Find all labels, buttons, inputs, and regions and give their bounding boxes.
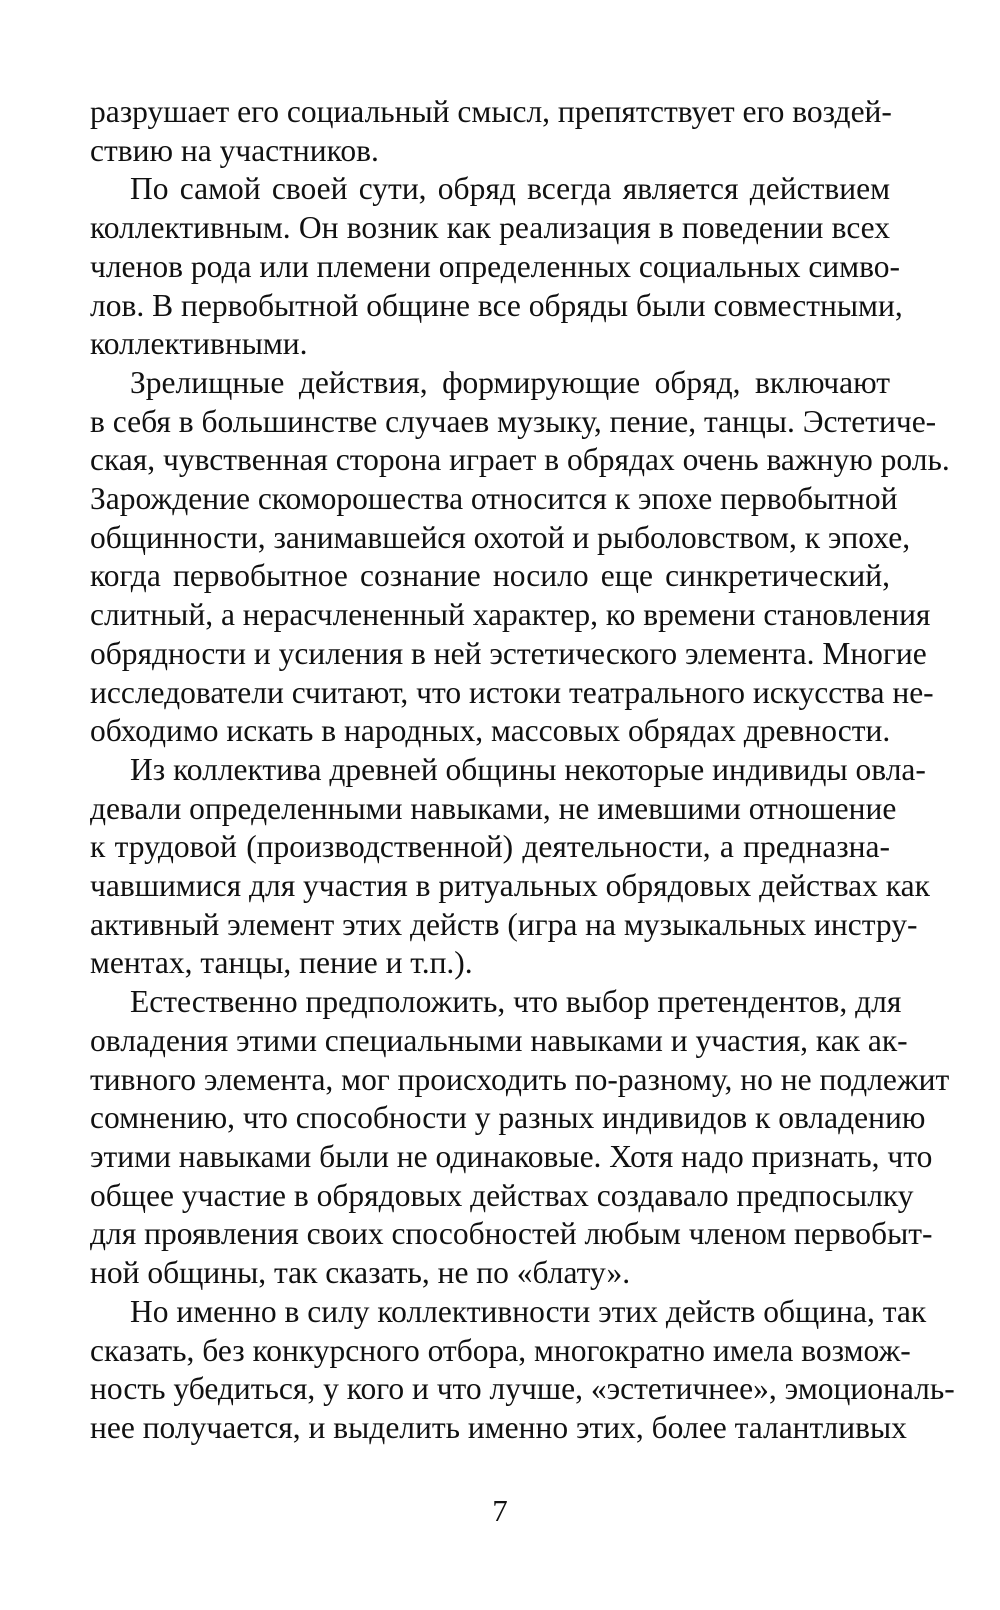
text-line: к трудовой (производственной) деятельности, а предназна-: [90, 829, 890, 865]
text-line: для проявления своих способностей любым членом первобыт-: [90, 1216, 933, 1252]
text-line: Зарождение скоморошества относится к эпохе первобытной: [90, 481, 898, 517]
text-line: ствию на участников.: [90, 132, 379, 168]
body-text: [90, 93, 955, 1448]
text-line: общее участие в обрядовых действах создавало предпосылку: [90, 1177, 914, 1213]
text-line: Естественно предположить, что выбор претендентов, для: [130, 984, 902, 1020]
text-line: исследователи считают, что истоки театрального искусства не-: [90, 674, 934, 710]
paragraph: [90, 983, 950, 1293]
paragraph: [90, 170, 903, 364]
text-line: Но именно в силу коллективности этих действ община, так: [130, 1293, 927, 1329]
text-line: обходимо искать в народных, массовых обрядах древности.: [90, 713, 891, 749]
text-line: этими навыками были не одинаковые. Хотя надо признать, что: [90, 1138, 933, 1174]
paragraph: [90, 93, 890, 170]
text-line: активный элемент этих действ (игра на музыкальных инстру-: [90, 906, 918, 942]
text-line: Из коллектива древней общины некоторые индивиды овла-: [130, 751, 926, 787]
text-line: Зрелищные действия, формирующие обряд, включают: [130, 364, 890, 400]
text-line: разрушает его социальный смысл, препятствует его воздей-: [90, 94, 892, 129]
text-line: лов. В первобытной общине все обряды были совместными,: [90, 287, 903, 323]
text-line: членов рода или племени определенных социальных симво-: [90, 248, 900, 284]
text-line: слитный, а нерасчлененный характер, ко времени становления: [90, 597, 931, 633]
text-line: ментах, танцы, пение и т.п.).: [90, 945, 473, 981]
paragraph: [90, 751, 930, 983]
page-number: 7: [492, 1493, 508, 1528]
text-line: сомнению, что способности у разных индивидов к овладению: [90, 1100, 926, 1136]
text-line: общинности, занимавшейся охотой и рыболовством, к эпохе,: [90, 519, 911, 555]
text-line: чавшимися для участия в ритуальных обрядовых действах как: [90, 868, 930, 904]
text-line: ной общины, так сказать, не по «блату».: [90, 1255, 631, 1291]
text-line: По самой своей сути, обряд всегда является действием: [130, 171, 890, 207]
text-line: девали определенными навыками, не имевшими отношение: [90, 790, 897, 826]
text-line: сказать, без конкурсного отбора, многократно имела возмож-: [90, 1332, 911, 1368]
paragraph: [90, 1293, 955, 1448]
text-line: в себя в большинстве случаев музыку, пение, танцы. Эстетиче-: [90, 403, 937, 439]
text-line: обрядности и усиления в ней эстетического элемента. Многие: [90, 635, 927, 671]
text-line: когда первобытное сознание носило еще синкретический,: [90, 558, 890, 594]
text-line: тивного элемента, мог происходить по-разному, но не подлежит: [90, 1061, 950, 1097]
text-line: коллективным. Он возник как реализация в поведении всех: [90, 210, 890, 246]
paragraph: [90, 364, 950, 751]
text-line: коллективными.: [90, 326, 308, 362]
text-line: нее получается, и выделить именно этих, более талантливых: [90, 1409, 907, 1445]
text-line: ность убедиться, у кого и что лучше, «эстетичнее», эмоциональ-: [90, 1371, 955, 1407]
text-line: ская, чувственная сторона играет в обрядах очень важную роль.: [90, 442, 950, 478]
text-line: овладения этими специальными навыками и участия, как ак-: [90, 1022, 908, 1058]
